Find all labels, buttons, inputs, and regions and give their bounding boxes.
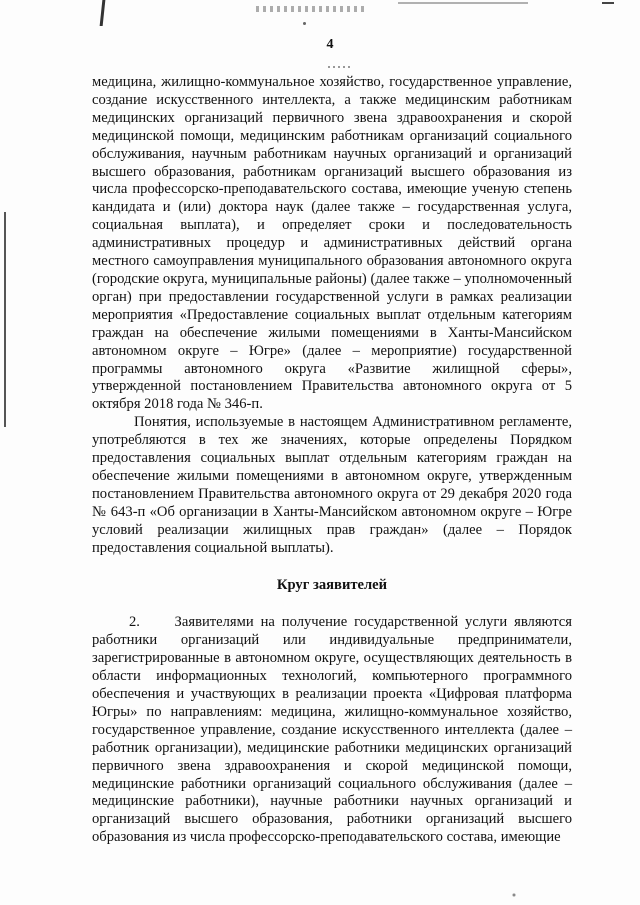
document-body bbox=[92, 74, 572, 847]
section-heading: Круг заявителей bbox=[276, 577, 388, 594]
paragraph-continuation: медицина, жилищно-коммунальное хозяйство, государственное управление, создание искусственного интеллекта, а также медицинским работникам медицинских организаций первичного звена здравоохранения и скорой медицинской помощи, медицинским работникам организаций социального обслуживания, научным работникам научных организаций и организаций высшего образования, работникам организаций высшего образования из числа профессорско-преподавательского состава, имеющие ученую степень кандидата и (или) доктора наук (далее также – государственная услуга, социальная выплата), и определяет сроки и последовательность административных процедур и административных действий органа местного самоуправления муниципального образования автономного округа (городские округа, муниципальные районы) (далее также – уполномоченный орган) при предоставлении государственной услуги в рамках реализации мероприятия «Предоставление социальных выплат отдельным категориям граждан на обеспечение жилыми помещениями в Ханты-Мансийском автономном округе – Югре» (далее – мероприятие) государственной программы автономного округа «Развитие жилищной сферы», утвержденной постановлением Правительства автономного округа от 5 октября 2018 года № 346-п. bbox=[92, 74, 572, 413]
scan-artifact-left-edge bbox=[4, 212, 6, 427]
scan-artifact-dot bbox=[303, 22, 306, 25]
paragraph-definitions: Понятия, используемые в настоящем Административном регламенте, употребляются в тех же значениях, которые определены Порядком предоставления социальных выплат отдельным категориям граждан на обеспечение жилыми помещениями в автономном округе, утвержденным постановлением Правительства автономного округа от 29 декабря 2020 года № 643-п «Об организации в Ханты-Мансийском автономном округе – Югре условий реализации жилищных прав граждан» (далее – Порядок предоставления социальной выплаты). bbox=[92, 414, 572, 556]
scan-artifact-dots bbox=[328, 66, 350, 68]
scan-artifact-top-left bbox=[100, 0, 106, 26]
scan-artifact-top-line bbox=[398, 2, 528, 4]
paragraph-applicants: 2. Заявителями на получение государственной услуги являются работники организаций или индивидуальные предприниматели, зарегистрированные в автономном округе, осуществляющих деятельность в области информационных технологий, компьютерного программного обеспечения и участвующих в реализации проекта «Цифровая платформа Югры» по направлениям: медицина, жилищно-коммунальное хозяйство, государственное управление, создание искусственного интеллекта (далее – работник организации), медицинские работники медицинских организаций первичного звена здравоохранения и скорой медицинской помощи, медицинские работники организаций социального обслуживания (далее – медицинские работники), научные работники научных организаций и организаций высшего образования, работники организаций высшего образования из числа профессорско-преподавательского состава, имеющие bbox=[92, 614, 572, 846]
scan-artifact-bottom-dots bbox=[507, 890, 521, 900]
scan-artifact-top-dash bbox=[602, 2, 614, 4]
page-number: 4 bbox=[326, 37, 334, 52]
scan-artifact-top-noise bbox=[256, 6, 366, 12]
